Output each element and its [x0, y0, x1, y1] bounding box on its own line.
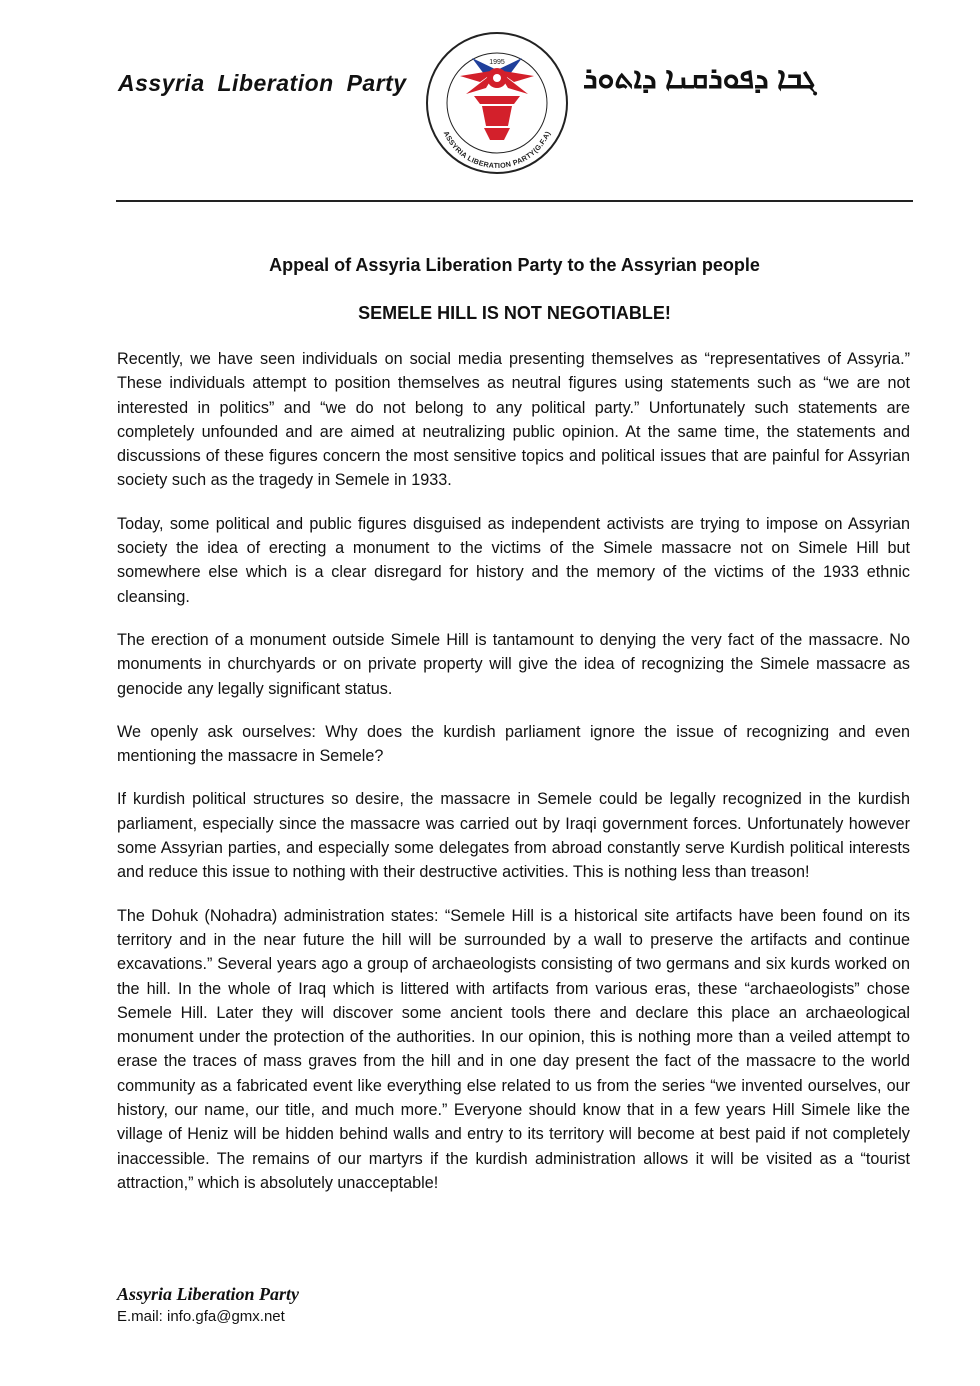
paragraph: The erection of a monument outside Simele Hill is tantamount to denying the very fact of the massacre. No monuments in churchyards or on private property will give the idea of recognizing the Simele massacre as genocide any legally significant status.: [117, 630, 910, 698]
paragraph: If kurdish political structures so desire, the massacre in Semele could be legally recognized in the kurdish parliament, especially since the massacre was carried out by Iraqi government forces. Unfortunately however some Assyrian parties, and especially some delegates from abroad constantly serve Kurdish political interests and reduce this issue to nothing with their destructive activities. This is nothing less than treason!: [117, 790, 910, 882]
header-divider: [116, 200, 913, 202]
contact-email: E.mail: info.gfa@gmx.net: [117, 1308, 285, 1325]
party-name-english: Assyria Liberation Party: [118, 70, 407, 96]
paragraph: Recently, we have seen individuals on social media presenting themselves as “representatives of Assyria.” These individuals attempt to position themselves as neutral figures using statements such as “we are not interested in politics” and “we do not belong to any political party.” Unfortunately such statements are completely unfounded and are aimed at neutralizing public opinion. At the same time, the statements and discussions of these figures concern the most sensitive topics and political issues that are painful for Assyrian society such as the tragedy in Semele in 1933.: [117, 350, 910, 490]
document-title: Appeal of Assyria Liberation Party to the Assyrian people: [269, 255, 760, 275]
party-logo: [424, 30, 570, 176]
paragraph: The Dohuk (Nohadra) administration states: “Semele Hill is a historical site artifacts have been found on its territory and in the near future the hill will be surrounded by a wall to preserve the artifacts and continue excavations.” Several years ago a group of archaeologists consisting of two germans and six kurds worked on the hill. In the whole of Iraq which is littered with artifacts from various eras, these “archaeologists” chose Semele Hill. Later they will discover some ancient tools there and declare this place an archaeological monument under the protection of the authorities. In our opinion, this is nothing more than a veiled attempt to erase the traces of mass graves from the hill and in one day present the fact of the massacre to the world community as a fabricated event like everything else related to us from the series “we invented ourselves, our history, our name, our title, and much more.” Everyone should know that in a few years Hill Simele like the village of Heniz will be hidden behind walls and entry to its territory will become at best paid if not completely inaccessible. The remains of our martyrs if the kurdish administration allows it will be visited as a “tourist attraction,” which is absolutely unacceptable!: [117, 906, 910, 1192]
letterhead: [0, 0, 980, 205]
logo-ring-text: ASSYRIA LIBERATION PARTY(G.F.A): [441, 129, 553, 171]
document-subtitle: SEMELE HILL IS NOT NEGOTIABLE!: [358, 303, 671, 323]
paragraph: Today, some political and public figures disguised as independent activists are trying to impose on Assyrian society the idea of erecting a monument to the victims of the Simele massacre not on Simele Hill but somewhere else which is a clear disregard for history and the memory of the victims of the 1933 ethnic cleansing.: [117, 514, 910, 606]
document-body: [117, 347, 910, 1214]
logo-year: 1995: [489, 59, 505, 66]
signature: Assyria Liberation Party: [117, 1284, 300, 1304]
paragraph: We openly ask ourselves: Why does the kurdish parliament ignore the issue of recognizing and even mentioning the massacre in Semele?: [117, 722, 910, 766]
party-name-syriac: ܓܒܐ ܕܦܘܪܩܢܐ ܕܐܬܘܪ: [583, 62, 817, 95]
